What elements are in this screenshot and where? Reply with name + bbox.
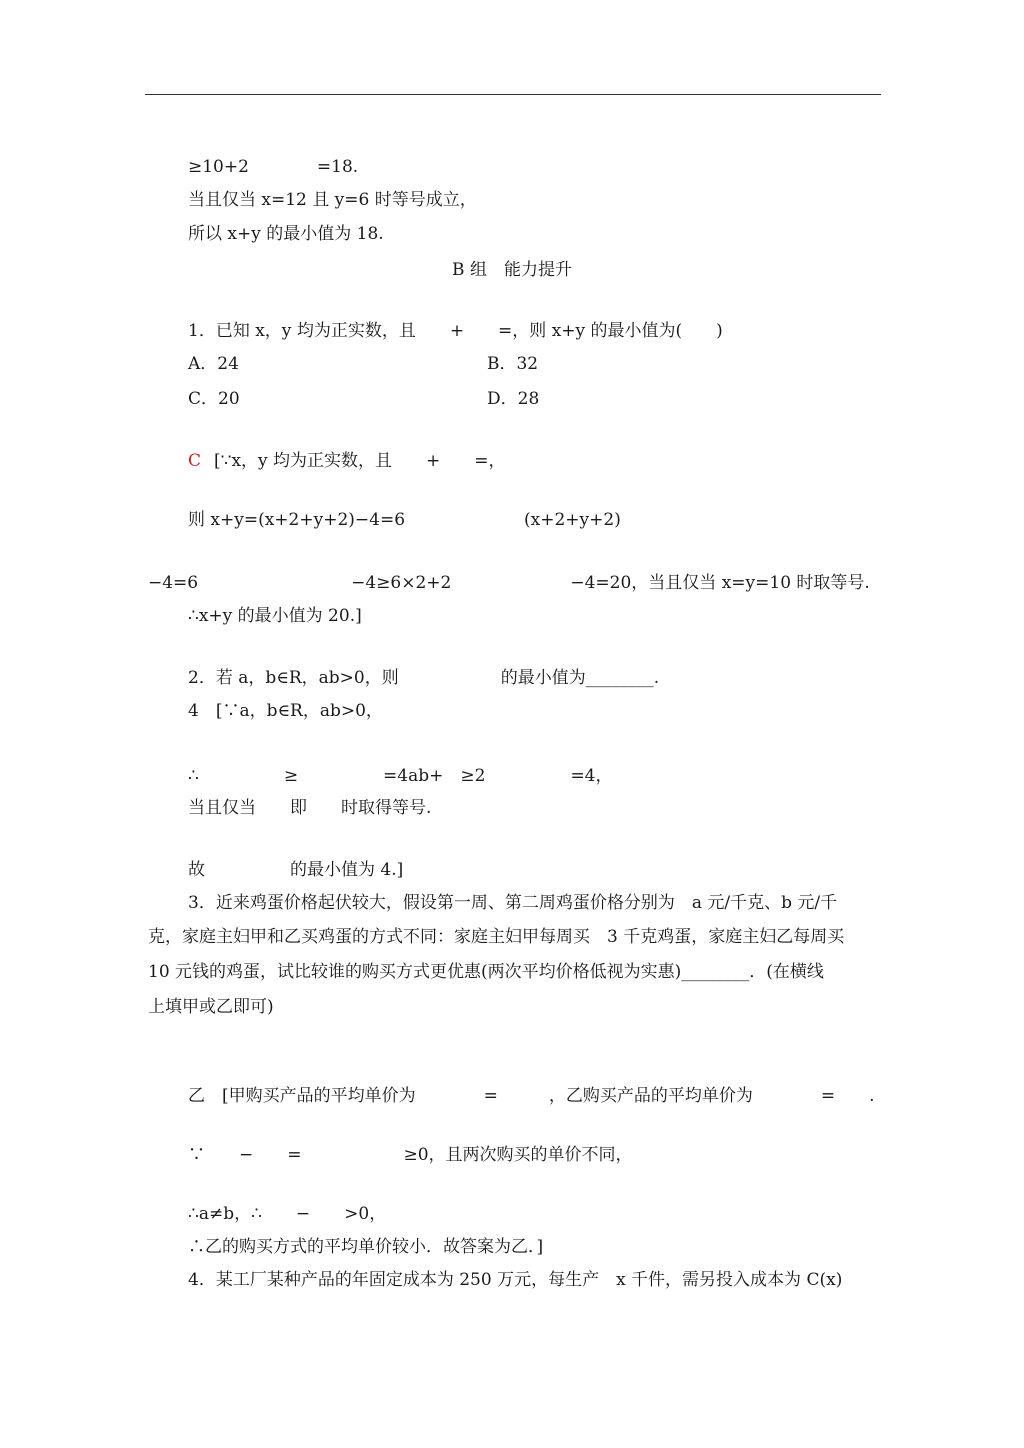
text-line: 上填甲或乙即可) bbox=[148, 997, 274, 1017]
text-line: 克，家庭主妇甲和乙买鸡蛋的方式不同：家庭主妇甲每周买 3 千克鸡蛋，家庭主妇乙每周买 bbox=[148, 927, 845, 947]
text-line: 则 x+y=(x+2+y+2)−4=6 (x+2+y+2) bbox=[188, 510, 621, 530]
question-1: 1．已知 x，y 均为正实数，且 + =，则 x+y 的最小值为( ) bbox=[188, 321, 723, 341]
text-line: −4=6 −4≥6×2+2 −4=20，当且仅当 x=y=10 时取等号. bbox=[148, 573, 870, 593]
answer-letter: C bbox=[188, 451, 202, 471]
text-line: ∵ − = ≥0，且两次购买的单价不同， bbox=[188, 1145, 633, 1165]
text-line: 当且仅当 即 时取得等号. bbox=[188, 798, 432, 818]
text-line: 所以 x+y 的最小值为 18. bbox=[188, 224, 384, 244]
text-line: [∵x，y 均为正实数，且 + =， bbox=[214, 451, 506, 471]
question-2: 2．若 a，b∈R，ab>0，则 的最小值为________. bbox=[188, 668, 660, 688]
text-line: ≥10+2 =18. bbox=[188, 157, 359, 177]
header-rule bbox=[145, 94, 881, 95]
option-c: C．20 bbox=[188, 389, 240, 409]
text-line: ∴ ≥ =4ab+ ≥2 =4， bbox=[188, 766, 613, 786]
option-a: A．24 bbox=[188, 354, 239, 374]
text-line: 4 [∵a，b∈R，ab>0， bbox=[188, 701, 383, 721]
text-line: 故 的最小值为 4.] bbox=[188, 860, 404, 880]
text-line: ∴乙的购买方式的平均单价较小．故答案为乙．] bbox=[188, 1237, 544, 1257]
text-line: ∴a≠b，∴ − >0， bbox=[188, 1204, 387, 1224]
text-line: 10 元钱的鸡蛋，试比较谁的购买方式更优惠(两次平均价格低视为实惠)________．(在横线 bbox=[148, 962, 824, 982]
option-b: B．32 bbox=[487, 354, 539, 374]
question-3: 3．近来鸡蛋价格起伏较大，假设第一周、第二周鸡蛋价格分别为 a 元/千克、b 元/千 bbox=[188, 893, 838, 913]
question-4: 4．某工厂某种产品的年固定成本为 250 万元，每生产 x 千件，需另投入成本为 C(x) bbox=[188, 1270, 843, 1290]
text-line: 乙 [甲购买产品的平均单价为 = ，乙购买产品的平均单价为 = . bbox=[188, 1086, 875, 1106]
section-heading: B 组 能力提升 bbox=[452, 260, 572, 280]
option-d: D．28 bbox=[487, 389, 540, 409]
text-line: ∴x+y 的最小值为 20.] bbox=[188, 606, 362, 626]
text-line: 当且仅当 x=12 且 y=6 时等号成立， bbox=[188, 190, 477, 210]
